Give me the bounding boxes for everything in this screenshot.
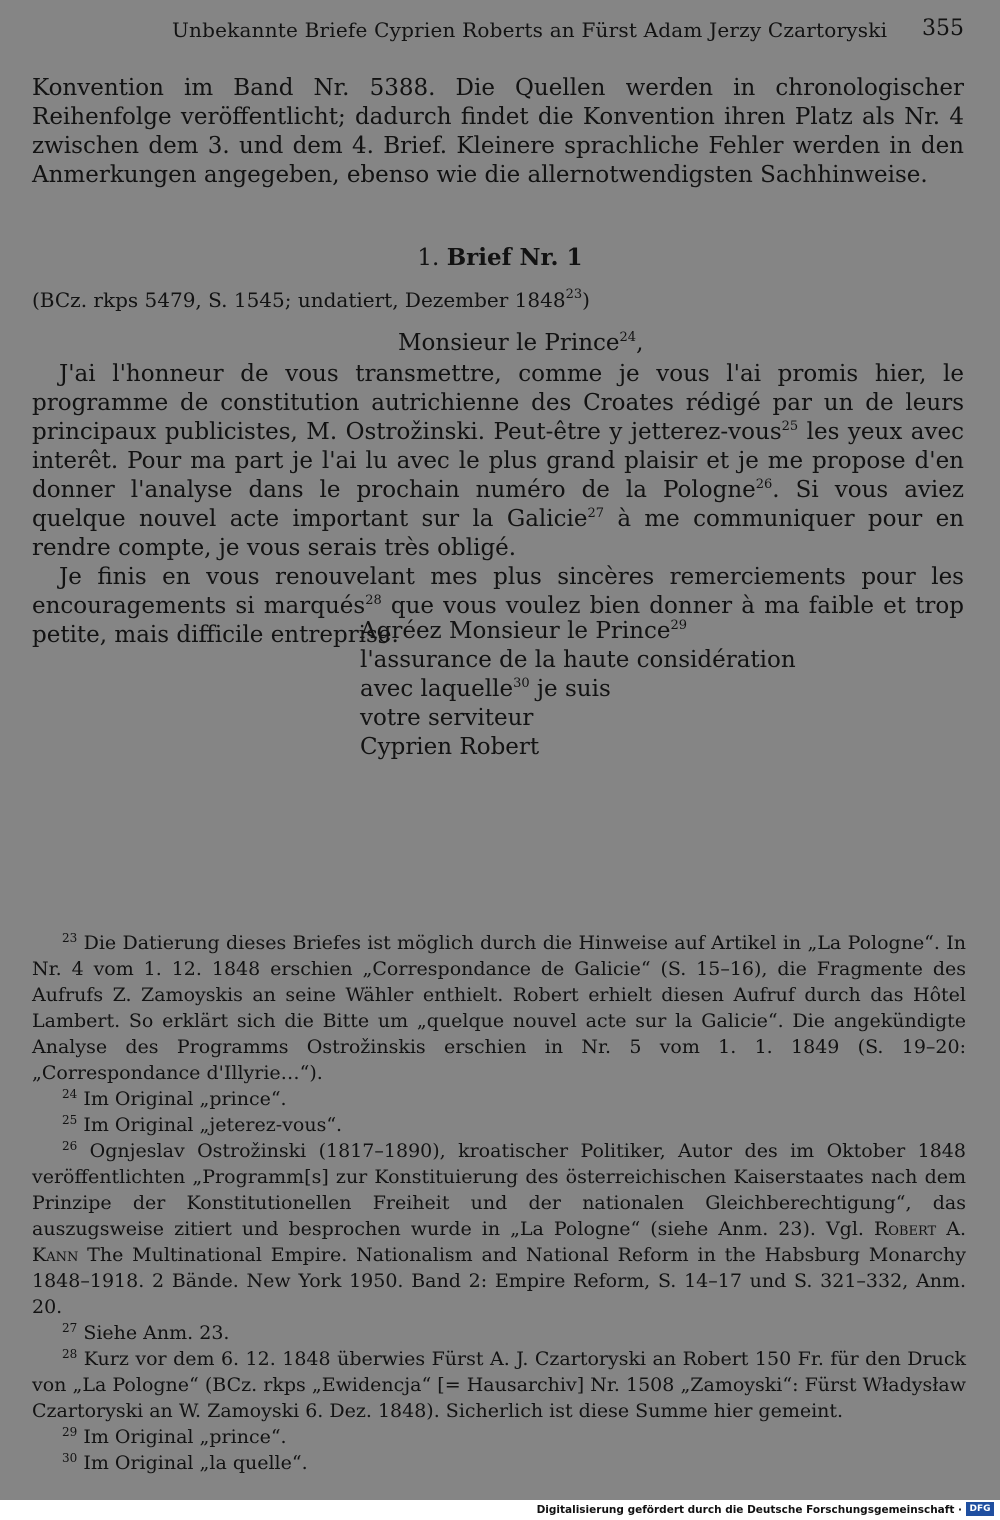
- footnote-text: Siehe Anm. 23.: [77, 1322, 230, 1344]
- footnote-ref: 30: [513, 676, 530, 691]
- source-note-close: ): [582, 288, 590, 312]
- footnote-text: Im Original „la quelle“.: [77, 1452, 308, 1474]
- letter-text: . Si vous aviez quelque nouvel acte important sur la Galicie: [32, 477, 964, 532]
- footnote: [32, 1424, 966, 1450]
- footnote: [32, 1086, 966, 1112]
- closing-line: votre serviteur: [360, 705, 534, 731]
- source-note-text: (BCz. rkps 5479, S. 1545; undatiert, Dezember 1848: [32, 288, 566, 312]
- footnote-number: 27: [62, 1321, 78, 1335]
- footnote-ref: 24: [619, 330, 637, 345]
- footnote-text: The Multinational Empire. Nationalism and National Reform in the Habsburg Monarchy 1848–1918. 2 Bände. New York 1950. Band 2: Empire Reform, S. 14–17 und S. 321–332, Anm. 20.: [32, 1244, 966, 1318]
- footnote: [32, 930, 966, 1086]
- footnote-ref: 29: [670, 618, 688, 633]
- footnote-author: Robert A. Kann: [32, 1218, 966, 1266]
- source-note: [32, 288, 590, 312]
- footnote: [32, 1138, 966, 1320]
- footnote-text: Ognjeslav Ostrožinski (1817–1890), kroatischer Politiker, Autor des im Oktober 1848 veröffentlichten „Programm[s] zur Konstituierung des österreichischen Kaiserstaates nach dem Prinzipe der Konstitutionellen Freiheit und der nationalen Gleichberechtigung“, das auszugsweise zitiert und besprochen wurde in „La Pologne“ (siehe Anm. 23). Vgl.: [32, 1140, 966, 1240]
- footnote-ref: 27: [587, 506, 605, 521]
- footnote-number: 28: [62, 1347, 78, 1361]
- running-title: Unbekannte Briefe Cyprien Roberts an Fürst Adam Jerzy Czartoryski: [172, 18, 888, 42]
- letter-body: [32, 360, 964, 650]
- intro-paragraph: Konvention im Band Nr. 5388. Die Quellen werden in chronologischer Reihenfolge veröffentlicht; dadurch findet die Konvention ihren Platz als Nr. 4 zwischen dem 3. und dem 4. Brief. Kleinere sprachliche Fehler werden in den Anmerkungen angegeben, ebenso wie die allernotwendigsten Sachhinweise.: [32, 75, 964, 188]
- footer-bar: [0, 1500, 1000, 1520]
- letter-closing: [360, 617, 796, 762]
- footnote: [32, 1450, 966, 1476]
- closing-text: je suis: [529, 676, 611, 702]
- letter-text: à me communiquer pour en rendre compte, je vous serais très obligé.: [32, 506, 965, 561]
- section-number: 1.: [417, 245, 440, 271]
- footnote-ref: 28: [365, 593, 382, 608]
- salutation-punct: ,: [636, 330, 644, 356]
- footnote-number: 25: [62, 1113, 78, 1127]
- footnote: [32, 1346, 966, 1424]
- closing-line: l'assurance de la haute considération: [360, 647, 796, 673]
- footnote-ref: 25: [781, 419, 799, 434]
- footnote: [32, 1320, 966, 1346]
- letter-text: J'ai l'honneur de vous transmettre, comme je vous l'ai promis hier, le programme de constitution autrichienne des Croates rédigé par un de leurs principaux publicistes, M. Ostrožinski. Peut-être y jetterez-vous: [32, 361, 964, 445]
- closing-line: [360, 675, 796, 704]
- letter-paragraph: [32, 360, 964, 563]
- footnote-number: 26: [62, 1139, 78, 1153]
- footnote-text: Die Datierung dieses Briefes ist möglich durch die Hinweise auf Artikel in „La Pologne“. In Nr. 4 vom 1. 12. 1848 erschien „Correspondance de Galicie“ (S. 15–16), die Fragmente des Aufrufs Z. Zamoyskis an seine Wähler enthielt. Robert erhielt diesen Aufruf durch das Hôtel Lambert. So erklärt sich die Bitte um „quelque nouvel acte sur la Galicie“. Die angekündigte Analyse des Programms Ostrožinskis erschien in Nr. 5 vom 1. 1. 1849 (S. 19–20: „Correspondance d'Illyrie…“).: [32, 932, 966, 1084]
- footnotes: [32, 930, 966, 1476]
- footnote-text: Kurz vor dem 6. 12. 1848 überwies Fürst A. J. Czartoryski an Robert 150 Fr. für den Druck von „La Pologne“ (BCz. rkps „Ewidencja“ [= Hausarchiv] Nr. 1508 „Zamoyski“: Fürst Władysław Czartoryski an W. Zamoyski 6. Dez. 1848). Sicherlich ist diese Summe hier gemeint.: [32, 1348, 966, 1422]
- footnote: [32, 1112, 966, 1138]
- footnote-ref: 26: [755, 477, 773, 492]
- footnote-text: Im Original „prince“.: [77, 1426, 287, 1448]
- footnote-text: Im Original „jeterez-vous“.: [77, 1114, 343, 1136]
- signature-name: Cyprien Robert: [360, 734, 540, 760]
- closing-text: Agréez Monsieur le Prince: [360, 618, 671, 644]
- salutation-text: Monsieur le Prince: [398, 330, 620, 356]
- footnote-text: Im Original „prince“.: [77, 1088, 287, 1110]
- page-number: 355: [922, 16, 964, 41]
- footnote-ref: 23: [565, 287, 583, 302]
- footnote-number: 29: [62, 1425, 78, 1439]
- funding-credit: Digitalisierung gefördert durch die Deutsche Forschungsgemeinschaft ·: [536, 1504, 962, 1516]
- closing-line: [360, 617, 796, 646]
- page-header: [32, 18, 964, 48]
- dfg-logo: DFG: [966, 1502, 994, 1516]
- section-heading: [0, 244, 1000, 271]
- letter-text: les yeux avec interêt. Pour ma part je l'ai lu avec le plus grand plaisir et je me propose d'en donner l'analyse dans le prochain numéro de la Pologne: [32, 419, 964, 503]
- section-title: Brief Nr. 1: [446, 244, 583, 271]
- footnote-number: 30: [62, 1451, 78, 1465]
- letter-text: Je finis en vous renouvelant mes plus sincères remerciements pour les encouragements si marqués: [32, 564, 964, 619]
- footnote-number: 24: [62, 1087, 78, 1101]
- closing-text: avec laquelle: [360, 676, 514, 702]
- letter-text: que vous voulez bien donner à ma faible et trop petite, mais difficile entreprise.: [32, 593, 964, 648]
- footnote-number: 23: [62, 931, 78, 945]
- letter-salutation: [398, 330, 643, 356]
